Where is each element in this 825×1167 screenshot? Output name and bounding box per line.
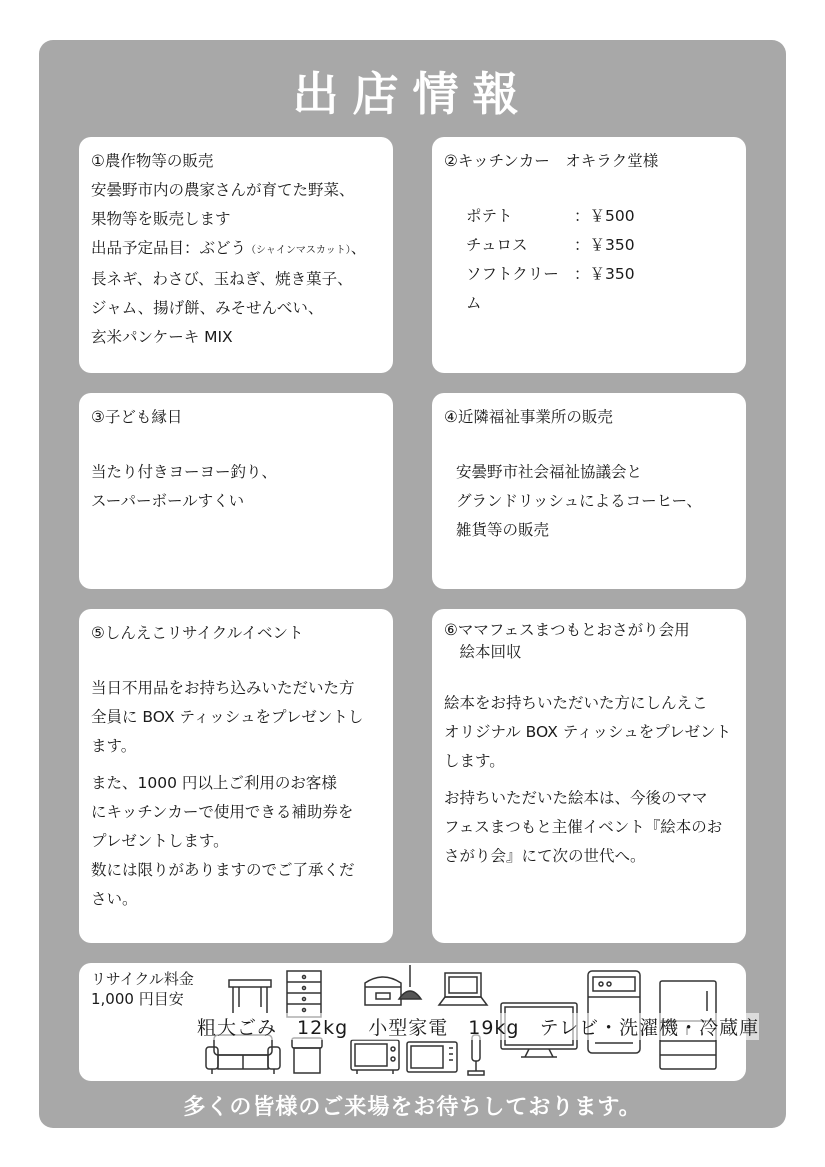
card-kitchen-car xyxy=(432,137,746,373)
card-line: 全員に BOX ティッシュをプレゼントし xyxy=(91,708,364,726)
card-line: また、1000 円以上ご利用のお客様 xyxy=(91,774,337,792)
card-line: グランドリッシュによるコーヒー、 xyxy=(456,492,702,510)
price-row xyxy=(444,231,734,260)
recycle-fee-label xyxy=(91,969,194,1009)
card-line: 雑貨等の販売 xyxy=(456,521,550,539)
desk-icon xyxy=(227,977,273,1015)
card-line: さい。 xyxy=(91,890,138,908)
recycle-fee-box xyxy=(79,963,760,1081)
card-welfare-sales xyxy=(432,393,746,589)
card-recycle-event xyxy=(79,609,393,943)
card-line: お持ちいただいた絵本は、今後のママ xyxy=(444,789,708,807)
items-suffix: 、 xyxy=(350,239,367,257)
card-heading: ④近隣福祉事業所の販売 xyxy=(444,408,613,426)
card-picture-book-collection xyxy=(432,609,746,943)
card-line: 安曇野市内の農家さんが育てた野菜、 xyxy=(91,181,355,199)
card-line: 数には限りがありますのでご了承くだ xyxy=(91,861,355,879)
card-line: 長ネギ、わさび、玉ねぎ、焼き菓子、 xyxy=(91,270,353,288)
footer-message: 多くの皆様のご来場をお待ちしております。 xyxy=(183,1095,642,1120)
card-line: にキッチンカーで使用できる補助券を xyxy=(91,803,354,821)
price-row xyxy=(444,202,734,231)
recycle-fee-items: 粗大ごみ 12kg 小型家電 19kg テレビ・洗濯機・冷蔵庫 xyxy=(197,1013,759,1040)
card-line: 安曇野市社会福祉協議会と xyxy=(456,463,643,481)
page-title: 出店情報 xyxy=(292,67,533,121)
price-row xyxy=(444,260,734,318)
card-line: オリジナル BOX ティッシュをプレゼント xyxy=(444,723,732,741)
stool-icon xyxy=(289,1035,325,1075)
menu-item-name: チュロス xyxy=(466,236,528,254)
card-line: 玄米パンケーキ MIX xyxy=(91,328,233,346)
card-heading: ①農作物等の販売 xyxy=(91,152,214,170)
card-heading: ⑥ママフェスまつもとおさがり会用 xyxy=(444,621,690,639)
card-heading-line2: 絵本回収 xyxy=(444,643,522,661)
card-line: ます。 xyxy=(91,737,137,755)
laptop-icon xyxy=(437,971,489,1011)
menu-item-name: ポテト xyxy=(466,207,513,225)
recycle-fee-title: リサイクル料金 xyxy=(91,970,194,988)
menu-item-name: ソフトクリーム xyxy=(466,265,559,312)
menu-item-price: ：￥500 xyxy=(574,207,635,225)
microwave-icon xyxy=(405,1039,459,1075)
card-heading: ②キッチンカー オキラク堂様 xyxy=(444,152,659,170)
card-line: さがり会』にて次の世代へ。 xyxy=(444,847,646,865)
drawer-chest-icon xyxy=(284,969,324,1019)
menu-item-price: ：￥350 xyxy=(574,236,635,254)
card-line: ジャム、揚げ餅、みそせんべい、 xyxy=(91,299,324,317)
card-line: します。 xyxy=(444,752,505,770)
card-line: スーパーボールすくい xyxy=(91,492,245,510)
card-kids-fair xyxy=(79,393,393,589)
card-line xyxy=(91,234,381,265)
card-heading: ⑤しんえこリサイクルイベント xyxy=(91,624,304,642)
card-line: 絵本をお持ちいただいた方にしんえこ xyxy=(444,694,708,712)
card-line: プレゼントします。 xyxy=(91,832,229,850)
lamp-icon xyxy=(395,965,425,1005)
card-line: 当たり付きヨーヨー釣り、 xyxy=(91,463,278,481)
card-farm-produce xyxy=(79,137,393,373)
items-prefix: 出品予定品目：ぶどう xyxy=(91,239,247,257)
items-note: （シャインマスカット） xyxy=(246,245,351,256)
toaster-oven-icon xyxy=(349,1037,401,1075)
card-line: 果物等を販売します xyxy=(91,210,231,228)
card-line: 当日不用品をお持ち込みいただいた方 xyxy=(91,679,355,697)
card-line: フェスまつもと主催イベント『絵本のお xyxy=(444,818,723,836)
menu-item-price: ：￥350 xyxy=(574,265,635,283)
card-heading: ③子ども縁日 xyxy=(91,408,183,426)
recycle-fee-amount: 1,000 円目安 xyxy=(91,990,184,1008)
